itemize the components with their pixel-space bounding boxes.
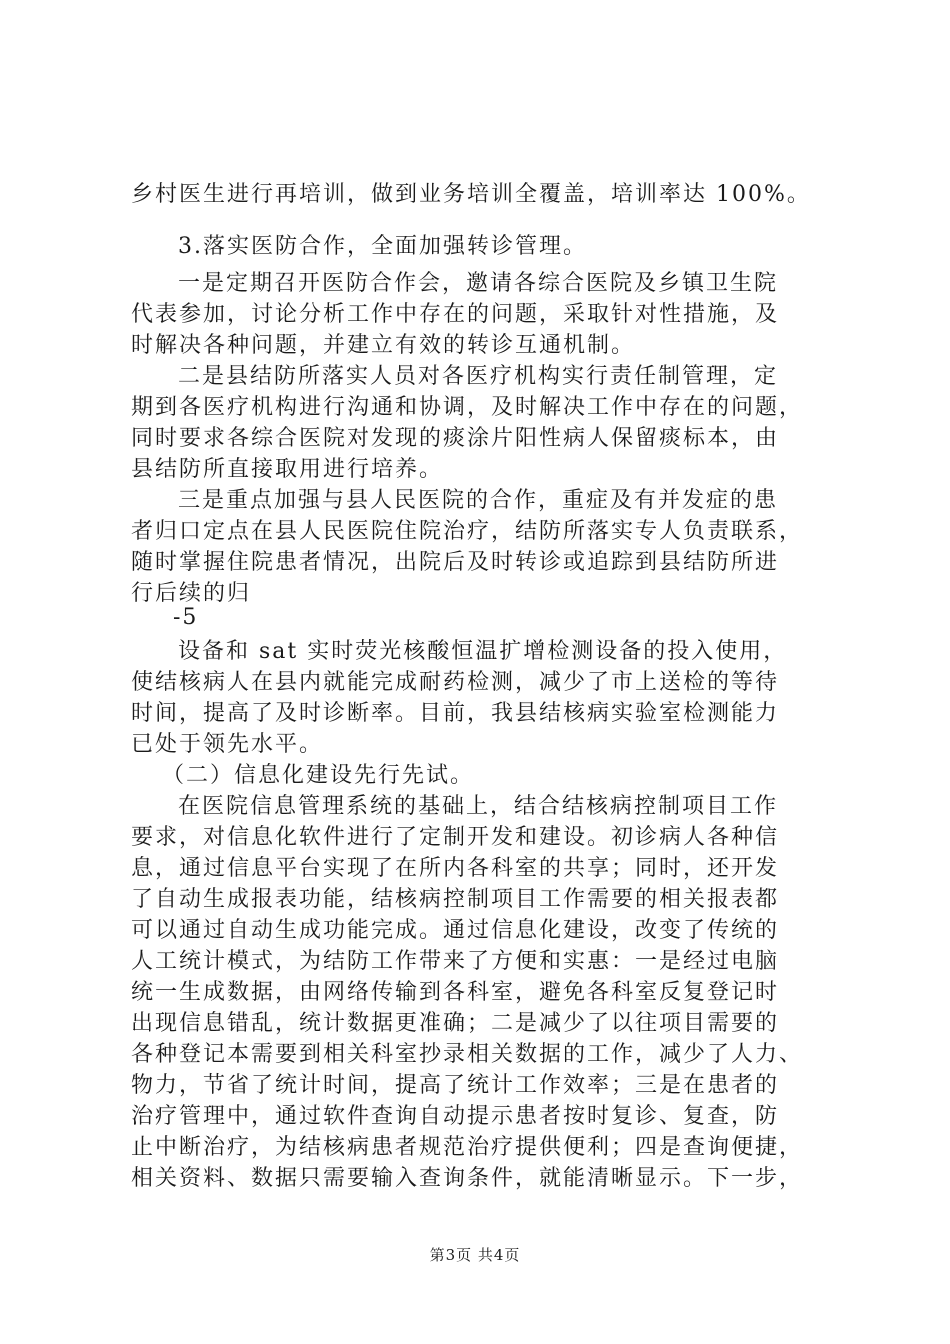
text-line: 止中断治疗，为结核病患者规范治疗提供便利；四是查询便捷， — [131, 1135, 804, 1160]
page-fragment-number: -5 — [173, 605, 199, 630]
section-heading: （二）信息化建设先行先试。 — [162, 763, 475, 788]
text-line: 已处于领先水平。 — [131, 732, 324, 757]
text-line: 时间，提高了及时诊断率。目前，我县结核病实验室检测能力 — [131, 701, 780, 726]
text-line: 在医院信息管理系统的基础上，结合结核病控制项目工作 — [178, 794, 779, 819]
text-line: 统一生成数据，由网络传输到各科室，避免各科室反复登记时 — [131, 980, 780, 1005]
text-line: 时解决各种问题，并建立有效的转诊互通机制。 — [131, 333, 636, 358]
text-line: 使结核病人在县内就能完成耐药检测，减少了市上送检的等待 — [131, 670, 780, 695]
text-line: 要求，对信息化软件进行了定制开发和建设。初诊病人各种信 — [131, 825, 780, 850]
text-line: 乡村医生进行再培训，做到业务培训全覆盖，培训率达 100%。 — [131, 182, 811, 207]
text-line: 同时要求各综合医院对发现的痰涂片阳性病人保留痰标本，由 — [131, 426, 780, 451]
text-line: 了自动生成报表功能，结核病控制项目工作需要的相关报表都 — [131, 887, 780, 912]
text-line: 随时掌握住院患者情况，出院后及时转诊或追踪到县结防所进 — [131, 550, 780, 575]
text-line: 物力，节省了统计时间，提高了统计工作效率；三是在患者的 — [131, 1073, 780, 1098]
text-line: 相关资料、数据只需要输入查询条件，就能清晰显示。下一步， — [131, 1166, 804, 1191]
text-line: 县结防所直接取用进行培养。 — [131, 457, 444, 482]
text-line: 出现信息错乱，统计数据更准确；二是减少了以往项目需要的 — [131, 1011, 780, 1036]
text-line: 息，通过信息平台实现了在所内各科室的共享；同时，还开发 — [131, 856, 780, 881]
text-line: 三是重点加强与县人民医院的合作，重症及有并发症的患 — [178, 488, 779, 513]
text-line: 各种登记本需要到相关科室抄录相关数据的工作，减少了人力、 — [131, 1042, 804, 1067]
text-line: 设备和 sat 实时荧光核酸恒温扩增检测设备的投入使用， — [178, 639, 788, 664]
page-footer: 第3页 共4页 — [429, 1246, 521, 1264]
text-line: 行后续的归 — [131, 581, 252, 606]
text-line: 人工统计模式，为结防工作带来了方便和实惠：一是经过电脑 — [131, 949, 780, 974]
text-line: 一是定期召开医防合作会，邀请各综合医院及乡镇卫生院 — [178, 271, 779, 296]
text-line: 者归口定点在县人民医院住院治疗，结防所落实专人负责联系， — [131, 519, 804, 544]
text-line: 代表参加，讨论分析工作中存在的问题，采取针对性措施，及 — [131, 302, 780, 327]
text-line: 可以通过自动生成功能完成。通过信息化建设，改变了传统的 — [131, 918, 780, 943]
text-line: 治疗管理中，通过软件查询自动提示患者按时复诊、复查，防 — [131, 1104, 780, 1129]
text-line: 二是县结防所落实人员对各医疗机构实行责任制管理，定 — [178, 364, 779, 389]
section-heading: 3.落实医防合作，全面加强转诊管理。 — [178, 234, 587, 259]
text-line: 期到各医疗机构进行沟通和协调，及时解决工作中存在的问题， — [131, 395, 804, 420]
